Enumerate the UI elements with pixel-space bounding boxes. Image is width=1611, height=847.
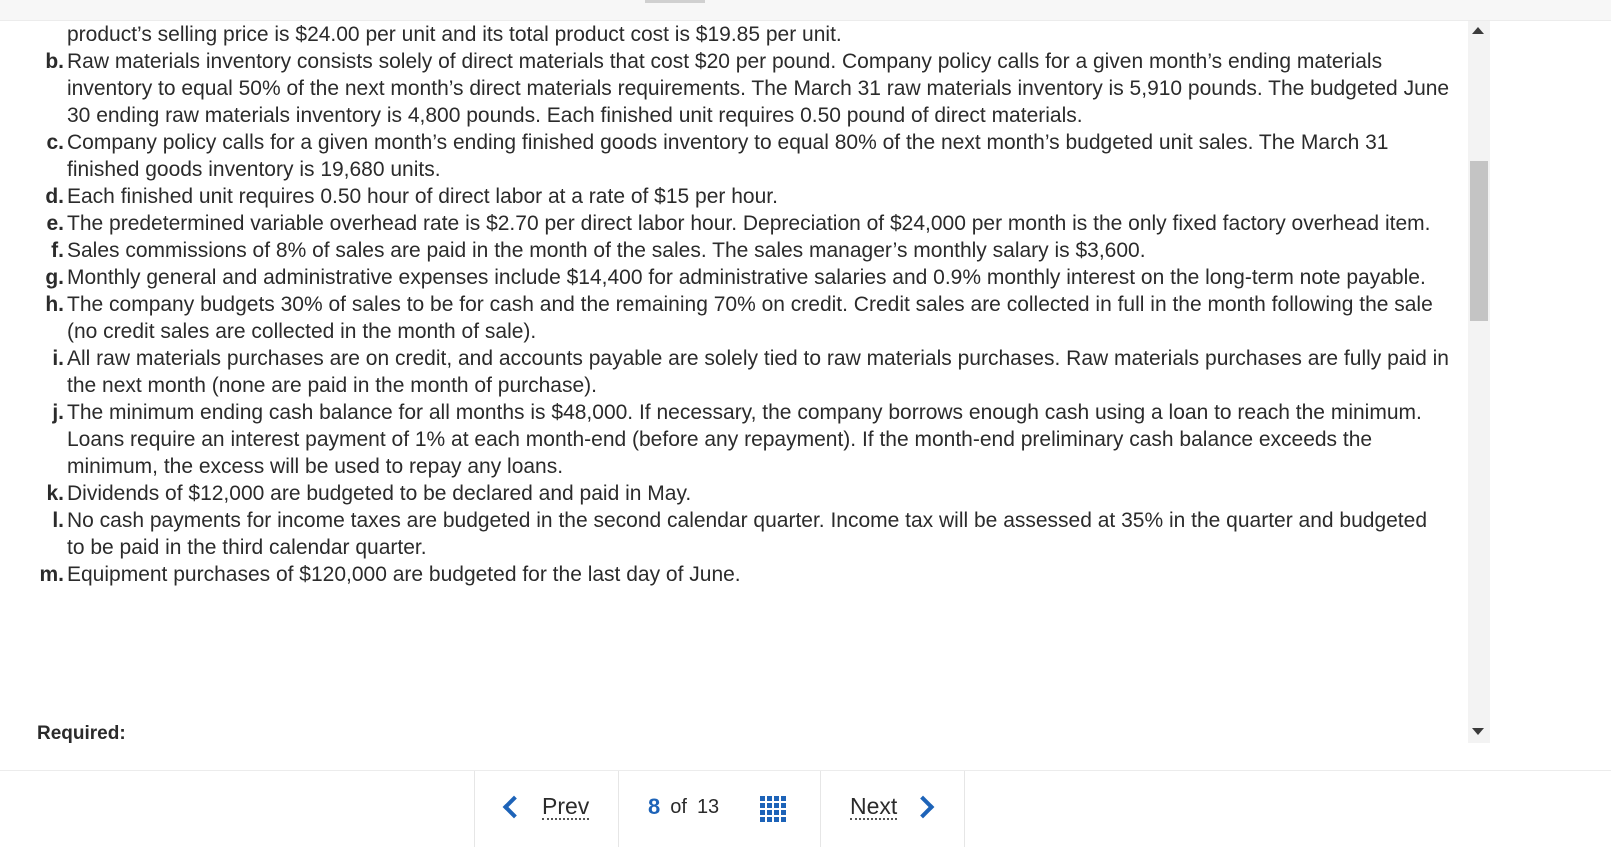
problem-first-line: product’s selling price is $24.00 per unit and its total product cost is $19.85 per unit. <box>67 23 842 46</box>
item-text: Company policy calls for a given month’s ending finished goods inventory to equal 80% of the next month’s budgeted unit sales. The March 31 finished goods inventory is 19,680 units. <box>67 131 1389 181</box>
footer-divider <box>820 771 821 847</box>
item-text: Monthly general and administrative expenses include $14,400 for administrative salaries and 0.9% monthly interest on the long-term note payable. <box>67 266 1426 289</box>
list-item <box>0 507 1470 561</box>
scroll-down-arrow-icon[interactable] <box>1472 728 1484 735</box>
chevron-right-icon <box>912 796 935 819</box>
list-item <box>0 237 1470 264</box>
scroll-up-arrow-icon[interactable] <box>1472 27 1484 34</box>
scrollbar-thumb[interactable] <box>1470 161 1488 321</box>
item-text: Raw materials inventory consists solely of direct materials that cost $20 per pound. Company policy calls for a given month’s ending materials inventory to equal 50% of the next month’s direct materials requirements. The March 31 raw materials inventory is 5,910 pounds. The budgeted June 30 ending raw materials inventory is 4,800 pounds. Each finished unit requires 0.50 pound of direct materials. <box>67 50 1450 127</box>
total-pages: 13 <box>696 795 720 818</box>
footer-divider <box>618 771 619 847</box>
current-page-number: 8 <box>648 794 661 819</box>
pagination-footer <box>0 770 1611 847</box>
footer-divider <box>964 771 965 847</box>
item-marker: g. <box>45 266 64 289</box>
prev-button-label: Prev <box>542 793 590 819</box>
list-item <box>0 399 1470 480</box>
footer-divider <box>474 771 475 847</box>
list-item <box>0 480 1470 507</box>
grid-icon[interactable] <box>760 796 788 824</box>
item-marker: m. <box>39 563 64 586</box>
problem-item-list <box>0 48 1470 588</box>
item-marker: k. <box>46 482 64 505</box>
list-item <box>0 183 1470 210</box>
item-text: Each finished unit requires 0.50 hour of direct labor at a rate of $15 per hour. <box>67 185 778 208</box>
next-button-label: Next <box>850 793 898 819</box>
item-marker: h. <box>45 293 64 316</box>
item-marker: j. <box>52 401 64 424</box>
item-text: Equipment purchases of $120,000 are budgeted for the last day of June. <box>67 563 741 586</box>
list-item <box>0 129 1470 183</box>
item-marker: d. <box>45 185 64 208</box>
top-bar <box>0 0 1611 21</box>
top-bar-tab <box>645 0 705 3</box>
problem-content-pane[interactable] <box>0 21 1470 743</box>
item-marker: b. <box>45 50 64 73</box>
list-item <box>0 264 1470 291</box>
page-indicator <box>648 791 719 823</box>
item-marker: c. <box>46 131 64 154</box>
item-text: The minimum ending cash balance for all months is $48,000. If necessary, the company borrows enough cash using a loan to reach the minimum. Loans require an interest payment of 1% at each month-end (before any repayment). If the month-end preliminary cash balance exceeds the minimum, the excess will be used to repay any loans. <box>67 401 1422 478</box>
item-marker: e. <box>46 212 64 235</box>
item-text: Sales commissions of 8% of sales are paid in the month of the sales. The sales manager’s monthly salary is $3,600. <box>67 239 1146 262</box>
item-text: All raw materials purchases are on credit, and accounts payable are solely tied to raw materials purchases. Raw materials purchases are fully paid in the next month (none are paid in the month of purchase). <box>67 347 1449 397</box>
list-item <box>0 561 1470 588</box>
next-button[interactable] <box>850 789 931 825</box>
item-text: Dividends of $12,000 are budgeted to be declared and paid in May. <box>67 482 692 505</box>
vertical-scrollbar[interactable] <box>1468 21 1490 743</box>
item-text: The company budgets 30% of sales to be for cash and the remaining 70% on credit. Credit sales are collected in full in the month following the sale (no credit sales are collected in the month of sale). <box>67 293 1433 343</box>
list-item <box>0 210 1470 237</box>
prev-button[interactable] <box>506 789 589 825</box>
item-marker: i. <box>52 347 64 370</box>
item-text: The predetermined variable overhead rate is $2.70 per direct labor hour. Depreciation of $24,000 per month is the only fixed factory overhead item. <box>67 212 1431 235</box>
item-marker: l. <box>52 509 64 532</box>
chevron-left-icon <box>503 796 526 819</box>
item-text: No cash payments for income taxes are budgeted in the second calendar quarter. Income tax will be assessed at 35% in the quarter and budgeted to be paid in the third calendar quarter. <box>67 509 1427 559</box>
list-item <box>0 291 1470 345</box>
required-heading: Required: <box>37 723 126 743</box>
list-item <box>0 345 1470 399</box>
page-of-label: of <box>670 795 687 818</box>
list-item <box>0 48 1470 129</box>
item-marker: f. <box>51 239 64 262</box>
